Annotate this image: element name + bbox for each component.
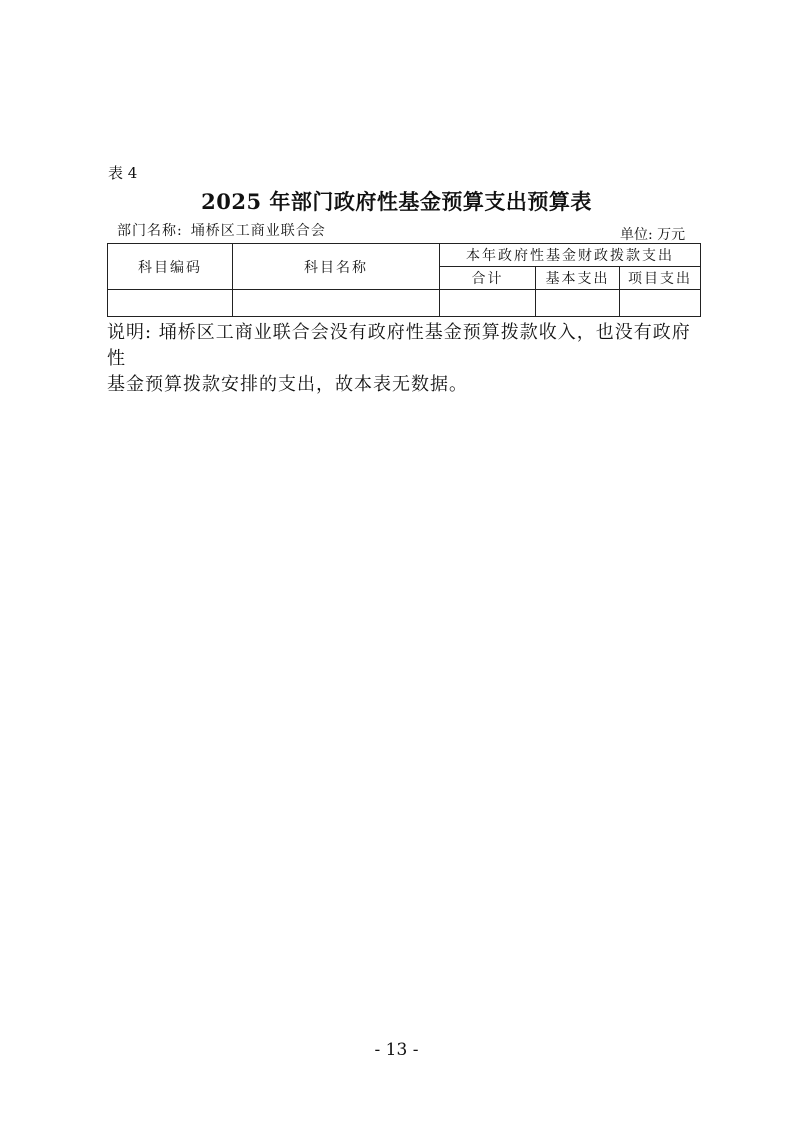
header-subject-code: 科目编码 — [108, 244, 233, 290]
table-label: 表 4 — [108, 164, 138, 182]
header-project-expenditure: 项目支出 — [620, 267, 701, 290]
department-label: 部门名称: — [117, 223, 183, 239]
table-cell — [233, 290, 440, 317]
document-title: 2025 年部门政府性基金预算支出预算表 — [201, 189, 592, 214]
header-total: 合计 — [440, 267, 536, 290]
department-name: 埇桥区工商业联合会 — [190, 223, 326, 239]
table-header-row — [108, 244, 701, 267]
explanation-note — [107, 320, 707, 398]
unit-label: 单位: 万元 — [620, 227, 686, 243]
table-cell — [440, 290, 536, 317]
header-basic-expenditure: 基本支出 — [536, 267, 620, 290]
page-number: - 13 - — [374, 1040, 419, 1060]
header-subject-name: 科目名称 — [233, 244, 440, 290]
table-row — [108, 290, 701, 317]
table-cell — [536, 290, 620, 317]
table-cell — [620, 290, 701, 317]
note-line: 说明: 埇桥区工商业联合会没有政府性基金预算拨款收入，也没有政府性 — [107, 322, 691, 369]
note-line: 基金预算拨款安排的支出，故本表无数据。 — [107, 374, 468, 395]
header-expenditure-group: 本年政府性基金财政拨款支出 — [440, 244, 701, 267]
table-cell — [108, 290, 233, 317]
department-line — [117, 220, 326, 240]
budget-table — [107, 243, 701, 317]
